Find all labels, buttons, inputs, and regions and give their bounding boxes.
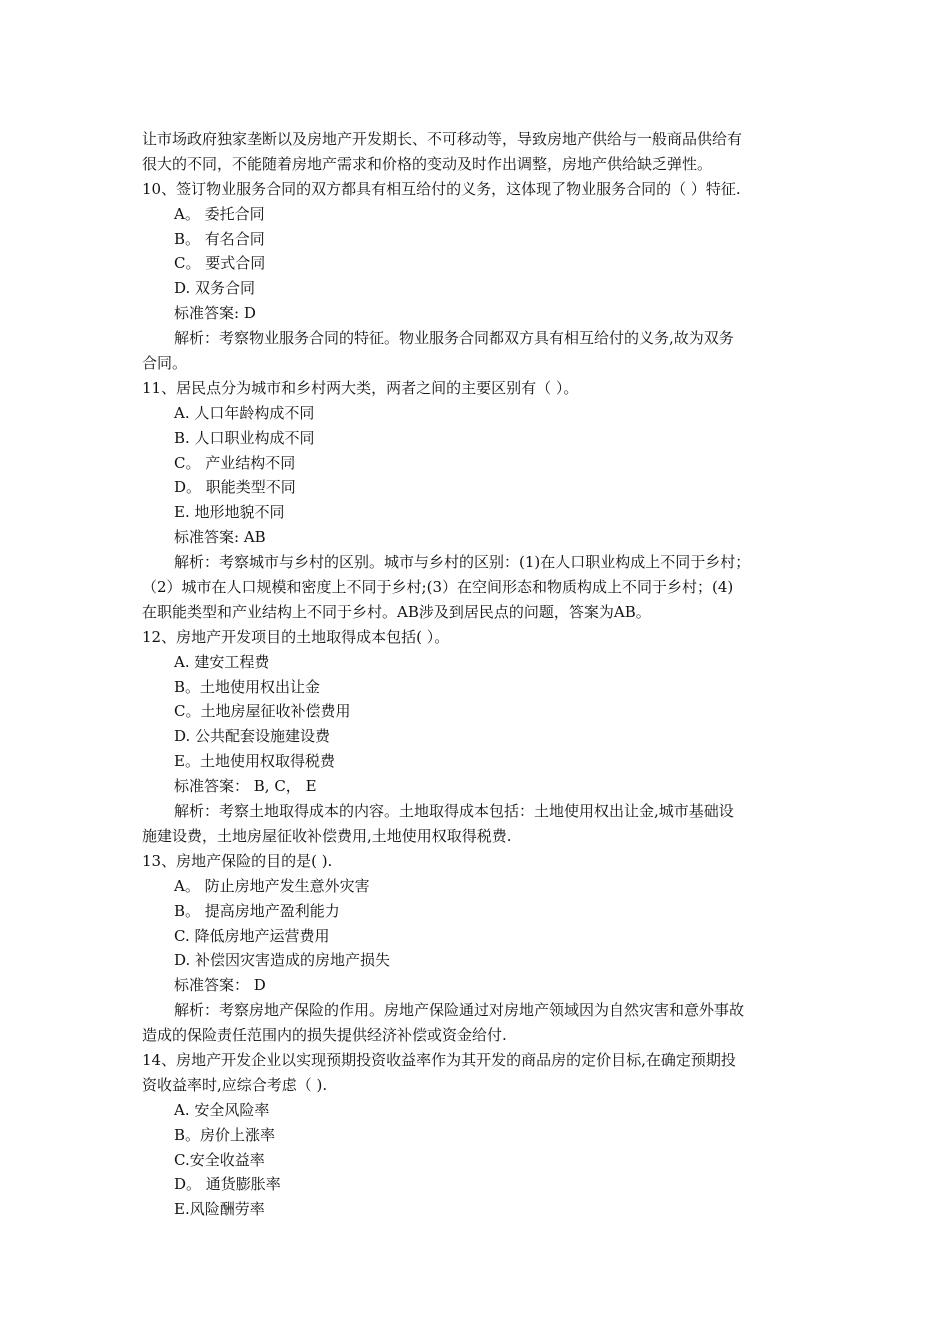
question-11-analysis: 解析：考察城市与乡村的区别。城市与乡村的区别：(1)在人口职业构成上不同于乡村；	[174, 553, 751, 572]
question-11-answer: 标准答案: AB	[174, 528, 266, 547]
question-13-option-a: A。 防止房地产发生意外灾害	[174, 876, 370, 895]
question-14-option-b: B。房价上涨率	[174, 1125, 276, 1144]
text-line: 让市场政府独家垄断以及房地产开发期长、不可移动等，导致房地产供给与一般商品供给有	[142, 130, 743, 148]
question-13-analysis: 解析：考察房地产保险的作用。房地产保险通过对房地产领域因为自然灾害和意外事故	[174, 1001, 745, 1020]
question-10-answer: 标准答案: D	[174, 304, 256, 323]
question-12-option-a: A. 建安工程费	[174, 652, 270, 671]
question-13-stem: 13、房地产保险的目的是( ).	[142, 851, 333, 870]
question-13-answer: 标准答案： D	[174, 976, 266, 995]
question-11-option-d: D。 职能类型不同	[174, 478, 296, 497]
question-12-option-e: E。土地使用权取得税费	[174, 752, 335, 771]
document-body	[142, 127, 818, 1222]
question-13-option-c: C. 降低房地产运营费用	[174, 926, 330, 945]
question-10-stem: 10、签订物业服务合同的双方都具有相互给付的义务，这体现了物业服务合同的（ ）特征.	[142, 179, 741, 198]
question-14-option-a: A. 安全风险率	[174, 1100, 270, 1119]
question-11-analysis-cont: 在职能类型和产业结构上不同于乡村。AB涉及到居民点的问题，答案为AB。	[142, 602, 651, 621]
text-line: 很大的不同，不能随着房地产需求和价格的变动及时作出调整，房地产供给缺乏弹性。	[142, 154, 713, 173]
question-10-analysis: 解析：考察物业服务合同的特征。物业服务合同都双方具有相互给付的义务,故为双务	[174, 329, 734, 348]
question-11-option-c: C。 产业结构不同	[174, 453, 296, 472]
question-10-option-b: B。 有名合同	[174, 229, 265, 248]
question-10-option-d: D. 双务合同	[174, 279, 256, 298]
question-14-option-c: C.安全收益率	[174, 1150, 265, 1169]
question-11-option-b: B. 人口职业构成不同	[174, 428, 315, 447]
question-10-option-c: C。 要式合同	[174, 254, 266, 273]
question-10-option-a: A。 委托合同	[174, 204, 265, 223]
question-14-option-d: D。 通货膨胀率	[174, 1175, 281, 1194]
question-11-analysis-cont: （2）城市在人口规模和密度上不同于乡村;(3）在空间形态和物质构成上不同于乡村；(4)	[142, 578, 734, 597]
question-12-option-d: D. 公共配套设施建设费	[174, 727, 331, 746]
question-12-analysis: 解析：考察土地取得成本的内容。土地取得成本包括：土地使用权出让金,城市基础设	[174, 802, 734, 821]
question-13-option-d: D. 补偿因灾害造成的房地产损失	[174, 951, 391, 970]
question-12-analysis-cont: 施建设费，土地房屋征收补偿费用,土地使用权取得税费.	[142, 826, 512, 845]
question-14-stem-cont: 资收益率时,应综合考虑（ ).	[142, 1075, 328, 1094]
question-12-option-c: C。土地房屋征收补偿费用	[174, 702, 351, 721]
question-14-option-e: E.风险酬劳率	[174, 1200, 265, 1219]
question-12-answer: 标准答案： B, C， E	[174, 777, 317, 796]
question-12-option-b: B。土地使用权出让金	[174, 677, 321, 696]
question-13-option-b: B。 提高房地产盈利能力	[174, 901, 340, 920]
question-14-stem: 14、房地产开发企业以实现预期投资收益率作为其开发的商品房的定价目标,在确定预期投	[142, 1050, 736, 1069]
question-10-analysis-cont: 合同。	[142, 354, 188, 373]
question-11-option-a: A. 人口年龄构成不同	[174, 403, 315, 422]
question-12-stem: 12、房地产开发项目的土地取得成本包括( ）。	[142, 627, 450, 646]
question-11-stem: 11、居民点分为城市和乡村两大类，两者之间的主要区别有（ ）。	[142, 378, 579, 397]
question-13-analysis-cont: 造成的保险责任范围内的损失提供经济补偿或资金给付.	[142, 1026, 507, 1045]
question-11-option-e: E. 地形地貌不同	[174, 503, 285, 522]
